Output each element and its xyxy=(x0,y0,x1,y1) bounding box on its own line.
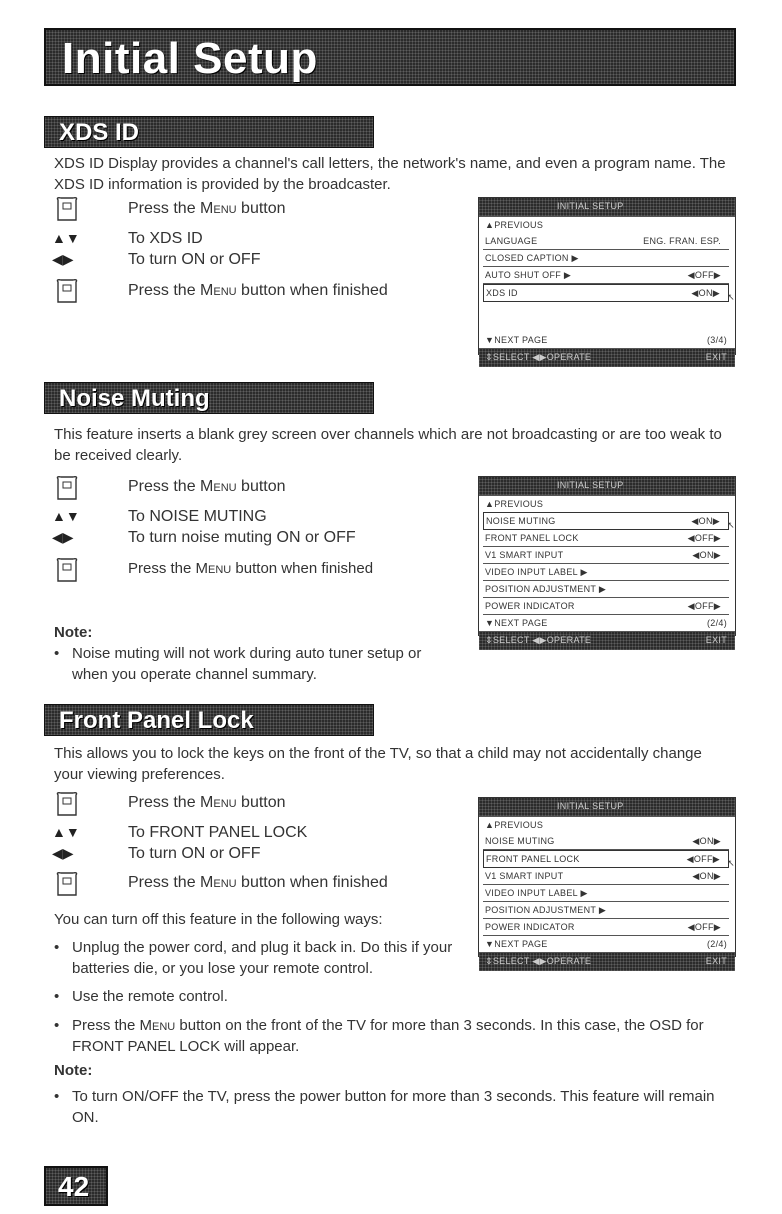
xds-intro: XDS ID Display provides a channel's call letters, the network's name, and even a program name. The XDS ID information is provided by the broadcaster. xyxy=(54,155,726,193)
section-header-noise-muting xyxy=(44,382,374,414)
menu-remote-icon xyxy=(52,278,82,304)
osd-next-page: ▼NEXT PAGE (3/4) xyxy=(485,335,727,345)
osd-header: INITIAL SETUP xyxy=(479,198,735,217)
fpl-bullet-1: • Unplug the power cord, and plug it back in. Do this if your batteries die, or you lose your remote control. xyxy=(54,939,453,977)
osd-menu-xds xyxy=(478,197,736,362)
osd-header: INITIAL SETUP xyxy=(479,477,735,496)
osd-footer: ⇕SELECT ◀▶OPERATE EXIT xyxy=(479,631,735,650)
noise-step-3: To turn noise muting ON or OFF xyxy=(128,529,356,546)
note-label: Note: xyxy=(54,1062,93,1079)
menu-remote-icon xyxy=(52,475,82,501)
up-down-arrow-icon: ▲▼ xyxy=(52,824,80,840)
section-title: Front Panel Lock xyxy=(59,707,254,734)
osd-video-input-label: VIDEO INPUT LABEL ▶ xyxy=(483,564,729,581)
osd-previous: ▲PREVIOUS xyxy=(485,220,544,230)
page-title-banner xyxy=(44,28,736,86)
xds-step-2: To XDS ID xyxy=(128,230,203,247)
osd-next-page: ▼NEXT PAGE (2/4) xyxy=(485,939,727,949)
osd-noise-muting: NOISE MUTING ◀ON▶ xyxy=(483,833,729,850)
left-right-arrow-icon: ◀▶ xyxy=(52,251,74,267)
left-right-arrow-icon: ◀▶ xyxy=(52,845,74,861)
section-title: Noise Muting xyxy=(59,385,210,412)
osd-front-panel-lock: FRONT PANEL LOCK ◀OFF▶ ↖ xyxy=(483,850,729,868)
osd-power-indicator: POWER INDICATOR ◀OFF▶ xyxy=(483,919,729,936)
fpl-bullet-3: • Press the Menu button on the front of the TV for more than 3 seconds. In this case, the OSD for FRONT PANEL LOCK will appear. xyxy=(54,1017,704,1055)
osd-closed-caption: CLOSED CAPTION ▶ xyxy=(483,250,729,267)
osd-language: LANGUAGE ENG. FRAN. ESP. xyxy=(483,233,729,250)
section-header-front-panel-lock xyxy=(44,704,374,736)
noise-step-2: To NOISE MUTING xyxy=(128,508,267,525)
osd-footer: ⇕SELECT ◀▶OPERATE EXIT xyxy=(479,348,735,367)
osd-previous: ▲PREVIOUS xyxy=(485,820,544,830)
note-label: Note: xyxy=(54,624,93,641)
fpl-step-2: To FRONT PANEL LOCK xyxy=(128,824,308,841)
up-down-arrow-icon: ▲▼ xyxy=(52,508,80,524)
osd-power-indicator: POWER INDICATOR ◀OFF▶ xyxy=(483,598,729,615)
xds-step-3: To turn ON or OFF xyxy=(128,251,261,268)
osd-position-adjustment: POSITION ADJUSTMENT ▶ xyxy=(483,581,729,598)
menu-remote-icon xyxy=(52,557,82,583)
osd-video-input-label: VIDEO INPUT LABEL ▶ xyxy=(483,885,729,902)
osd-front-panel-lock: FRONT PANEL LOCK ◀OFF▶ xyxy=(483,530,729,547)
noise-intro: This feature inserts a blank grey screen over channels which are not broadcasting or are too weak to be received clearly. xyxy=(54,426,722,464)
osd-footer: ⇕SELECT ◀▶OPERATE EXIT xyxy=(479,952,735,971)
osd-header: INITIAL SETUP xyxy=(479,798,735,817)
noise-note: • Noise muting will not work during auto tuner setup or when you operate channel summary. xyxy=(54,645,422,683)
up-down-arrow-icon: ▲▼ xyxy=(52,230,80,246)
cursor-icon: ↖ xyxy=(727,292,735,302)
osd-previous: ▲PREVIOUS xyxy=(485,499,544,509)
osd-xds-id: XDS ID ◀ON▶ ↖ xyxy=(483,284,729,302)
fpl-intro: This allows you to lock the keys on the front of the TV, so that a child may not accidentally change your viewing preferences. xyxy=(54,745,702,783)
osd-next-page: ▼NEXT PAGE (2/4) xyxy=(485,618,727,628)
osd-menu-noise xyxy=(478,476,736,645)
page-number-badge xyxy=(44,1166,108,1206)
menu-remote-icon xyxy=(52,871,82,897)
noise-step-4: Press the Menu button when finished xyxy=(128,560,374,577)
page-number: 42 xyxy=(58,1171,90,1202)
osd-auto-shut-off: AUTO SHUT OFF ▶ ◀OFF▶ xyxy=(483,267,729,284)
fpl-step-1: Press the Menu button xyxy=(128,794,286,811)
osd-v1-smart-input: V1 SMART INPUT ◀ON▶ xyxy=(483,547,729,564)
xds-step-4: Press the Menu button when finished xyxy=(128,282,388,299)
xds-step-1: Press the Menu button xyxy=(128,200,286,217)
osd-noise-muting: NOISE MUTING ◀ON▶ ↖ xyxy=(483,512,729,530)
cursor-icon: ↖ xyxy=(727,858,735,868)
fpl-note: • To turn ON/OFF the TV, press the power button for more than 3 seconds. This feature will remain ON. xyxy=(54,1088,715,1126)
section-header-xds-id xyxy=(44,116,374,148)
section-title: XDS ID xyxy=(59,119,140,146)
osd-position-adjustment: POSITION ADJUSTMENT ▶ xyxy=(483,902,729,919)
fpl-step-3: To turn ON or OFF xyxy=(128,845,261,862)
page-title: Initial Setup xyxy=(62,34,318,83)
fpl-step-4: Press the Menu button when finished xyxy=(128,874,388,891)
menu-remote-icon xyxy=(52,791,82,817)
cursor-icon: ↖ xyxy=(727,520,735,530)
fpl-ways-intro: You can turn off this feature in the following ways: xyxy=(54,911,383,928)
fpl-bullet-2: • Use the remote control. xyxy=(54,988,228,1005)
left-right-arrow-icon: ◀▶ xyxy=(52,529,74,545)
osd-v1-smart-input: V1 SMART INPUT ◀ON▶ xyxy=(483,868,729,885)
osd-menu-front-panel-lock xyxy=(478,797,736,966)
menu-remote-icon xyxy=(52,196,82,222)
noise-step-1: Press the Menu button xyxy=(128,478,286,495)
